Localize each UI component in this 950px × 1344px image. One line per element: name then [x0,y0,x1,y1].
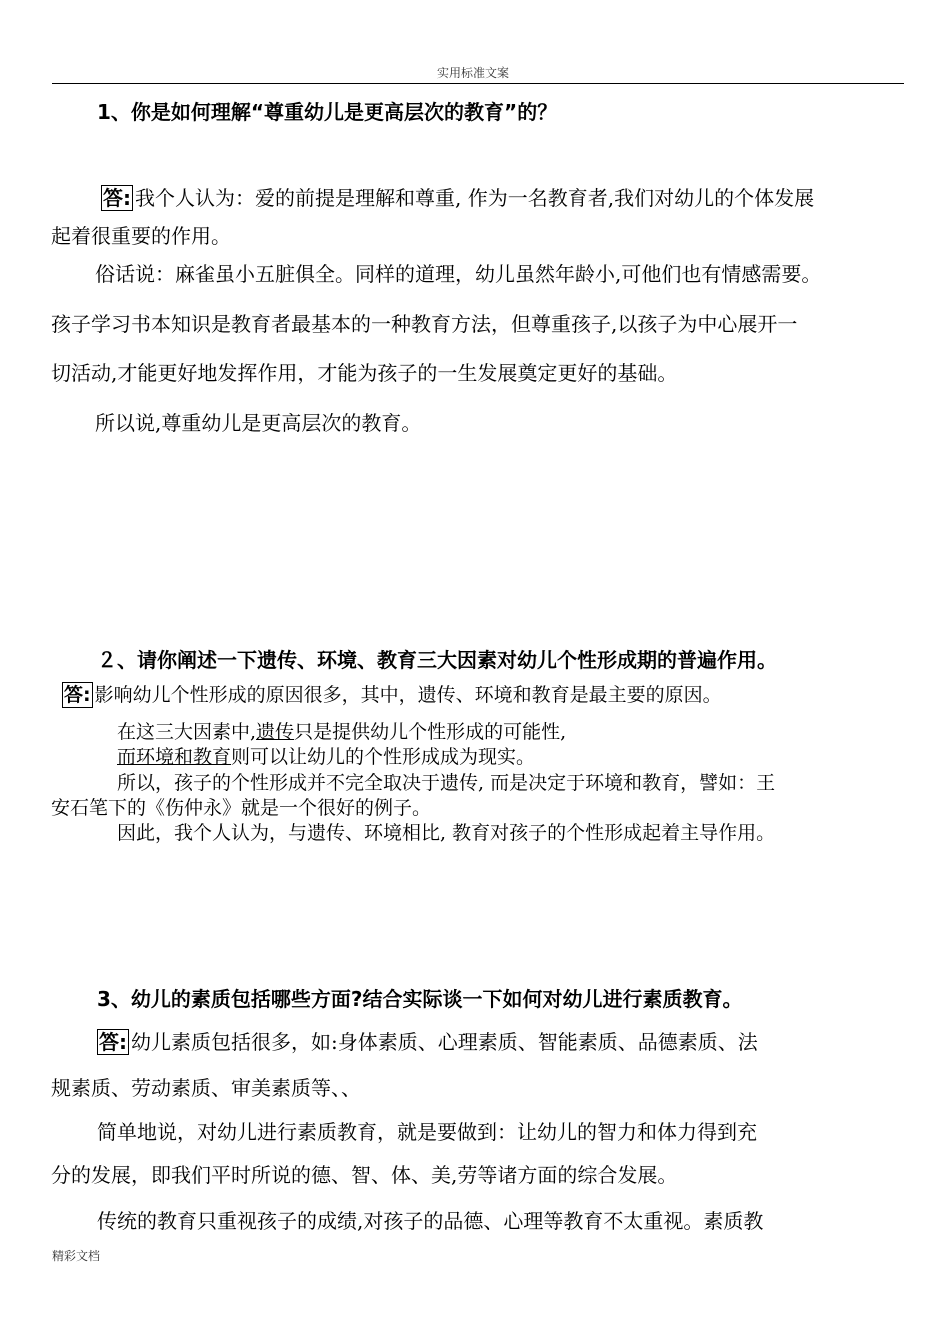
answer-label: 答: [64,684,91,706]
q3-answer-line-2: 规素质、劳动素质、审美素质等、、 [51,1076,361,1100]
question-3: 3、幼儿的素质包括哪些方面?结合实际谈一下如何对幼儿进行素质教育。 [97,987,743,1011]
q2-line2-post: 只是提供幼儿个性形成的可能性, [294,721,567,743]
q1-answer-line-2: 起着很重要的作用。 [51,224,231,248]
q2-answer-line-1 [62,680,722,708]
q3-answer-line-5: 传统的教育只重视孩子的成绩,对孩子的品德、心理等教育不太重视。素质教 [97,1209,764,1233]
q1-answer-line-6: 所以说,尊重幼儿是更高层次的教育。 [95,411,422,435]
header-rule [52,83,904,84]
q2-answer-line-4: 所以，孩子的个性形成并不完全取决于遗传, 而是决定于环境和教育，譬如：王 [117,772,776,794]
q2-line1-text: 影响幼儿个性形成的原因很多，其中，遗传、环境和教育是最主要的原因。 [94,684,722,706]
q3-answer-line-1 [97,1026,758,1055]
answer-label: 答: [103,186,131,210]
question-2: ２、请你阐述一下遗传、环境、教育三大因素对幼儿个性形成期的普遍作用。 [97,648,777,672]
q2-line3-underlined: 而环境和教育 [117,746,232,768]
q3-answer-line-3: 简单地说，对幼儿进行素质教育，就是要做到：让幼儿的智力和体力得到充 [97,1120,757,1144]
q1-line1-text: 我个人认为：爱的前提是理解和尊重, 作为一名教育者,我们对幼儿的个体发展 [135,186,815,210]
q2-answer-line-5: 安石笔下的《伤仲永》就是一个很好的例子。 [51,797,432,819]
q1-answer-line-1 [101,182,814,211]
q3-answer-line-4: 分的发展，即我们平时所说的德、智、体、美,劳等诸方面的综合发展。 [51,1163,678,1187]
q3-line1-text: 幼儿素质包括很多，如:身体素质、心理素质、智能素质、品德素质、法 [131,1030,758,1054]
q2-answer-line-3 [117,742,535,769]
q2-line2-pre: 在这三大因素中, [117,721,257,743]
answer-label: 答: [99,1030,127,1054]
page-footer: 精彩文档 [52,1249,101,1263]
page-header: 实用标准文案 [437,66,510,80]
q2-answer-line-2 [117,717,566,744]
question-1: 1、你是如何理解“尊重幼儿是更高层次的教育”的？ [97,100,558,124]
q1-answer-line-3: 俗话说：麻雀虽小五脏俱全。同样的道理，幼儿虽然年龄小,可他们也有情感需要。 [95,262,822,286]
q2-answer-line-6: 因此，我个人认为，与遗传、环境相比, 教育对孩子的个性形成起着主导作用。 [117,822,776,844]
q1-answer-line-4: 孩子学习书本知识是教育者最基本的一种教育方法，但尊重孩子,以孩子为中心展开一 [51,312,798,336]
q2-line2-underlined: 遗传 [256,721,295,743]
q1-answer-line-5: 切活动,才能更好地发挥作用，才能为孩子的一生发展奠定更好的基础。 [51,361,678,385]
q2-line3-post: 则可以让幼儿的个性形成成为现实。 [231,746,536,768]
